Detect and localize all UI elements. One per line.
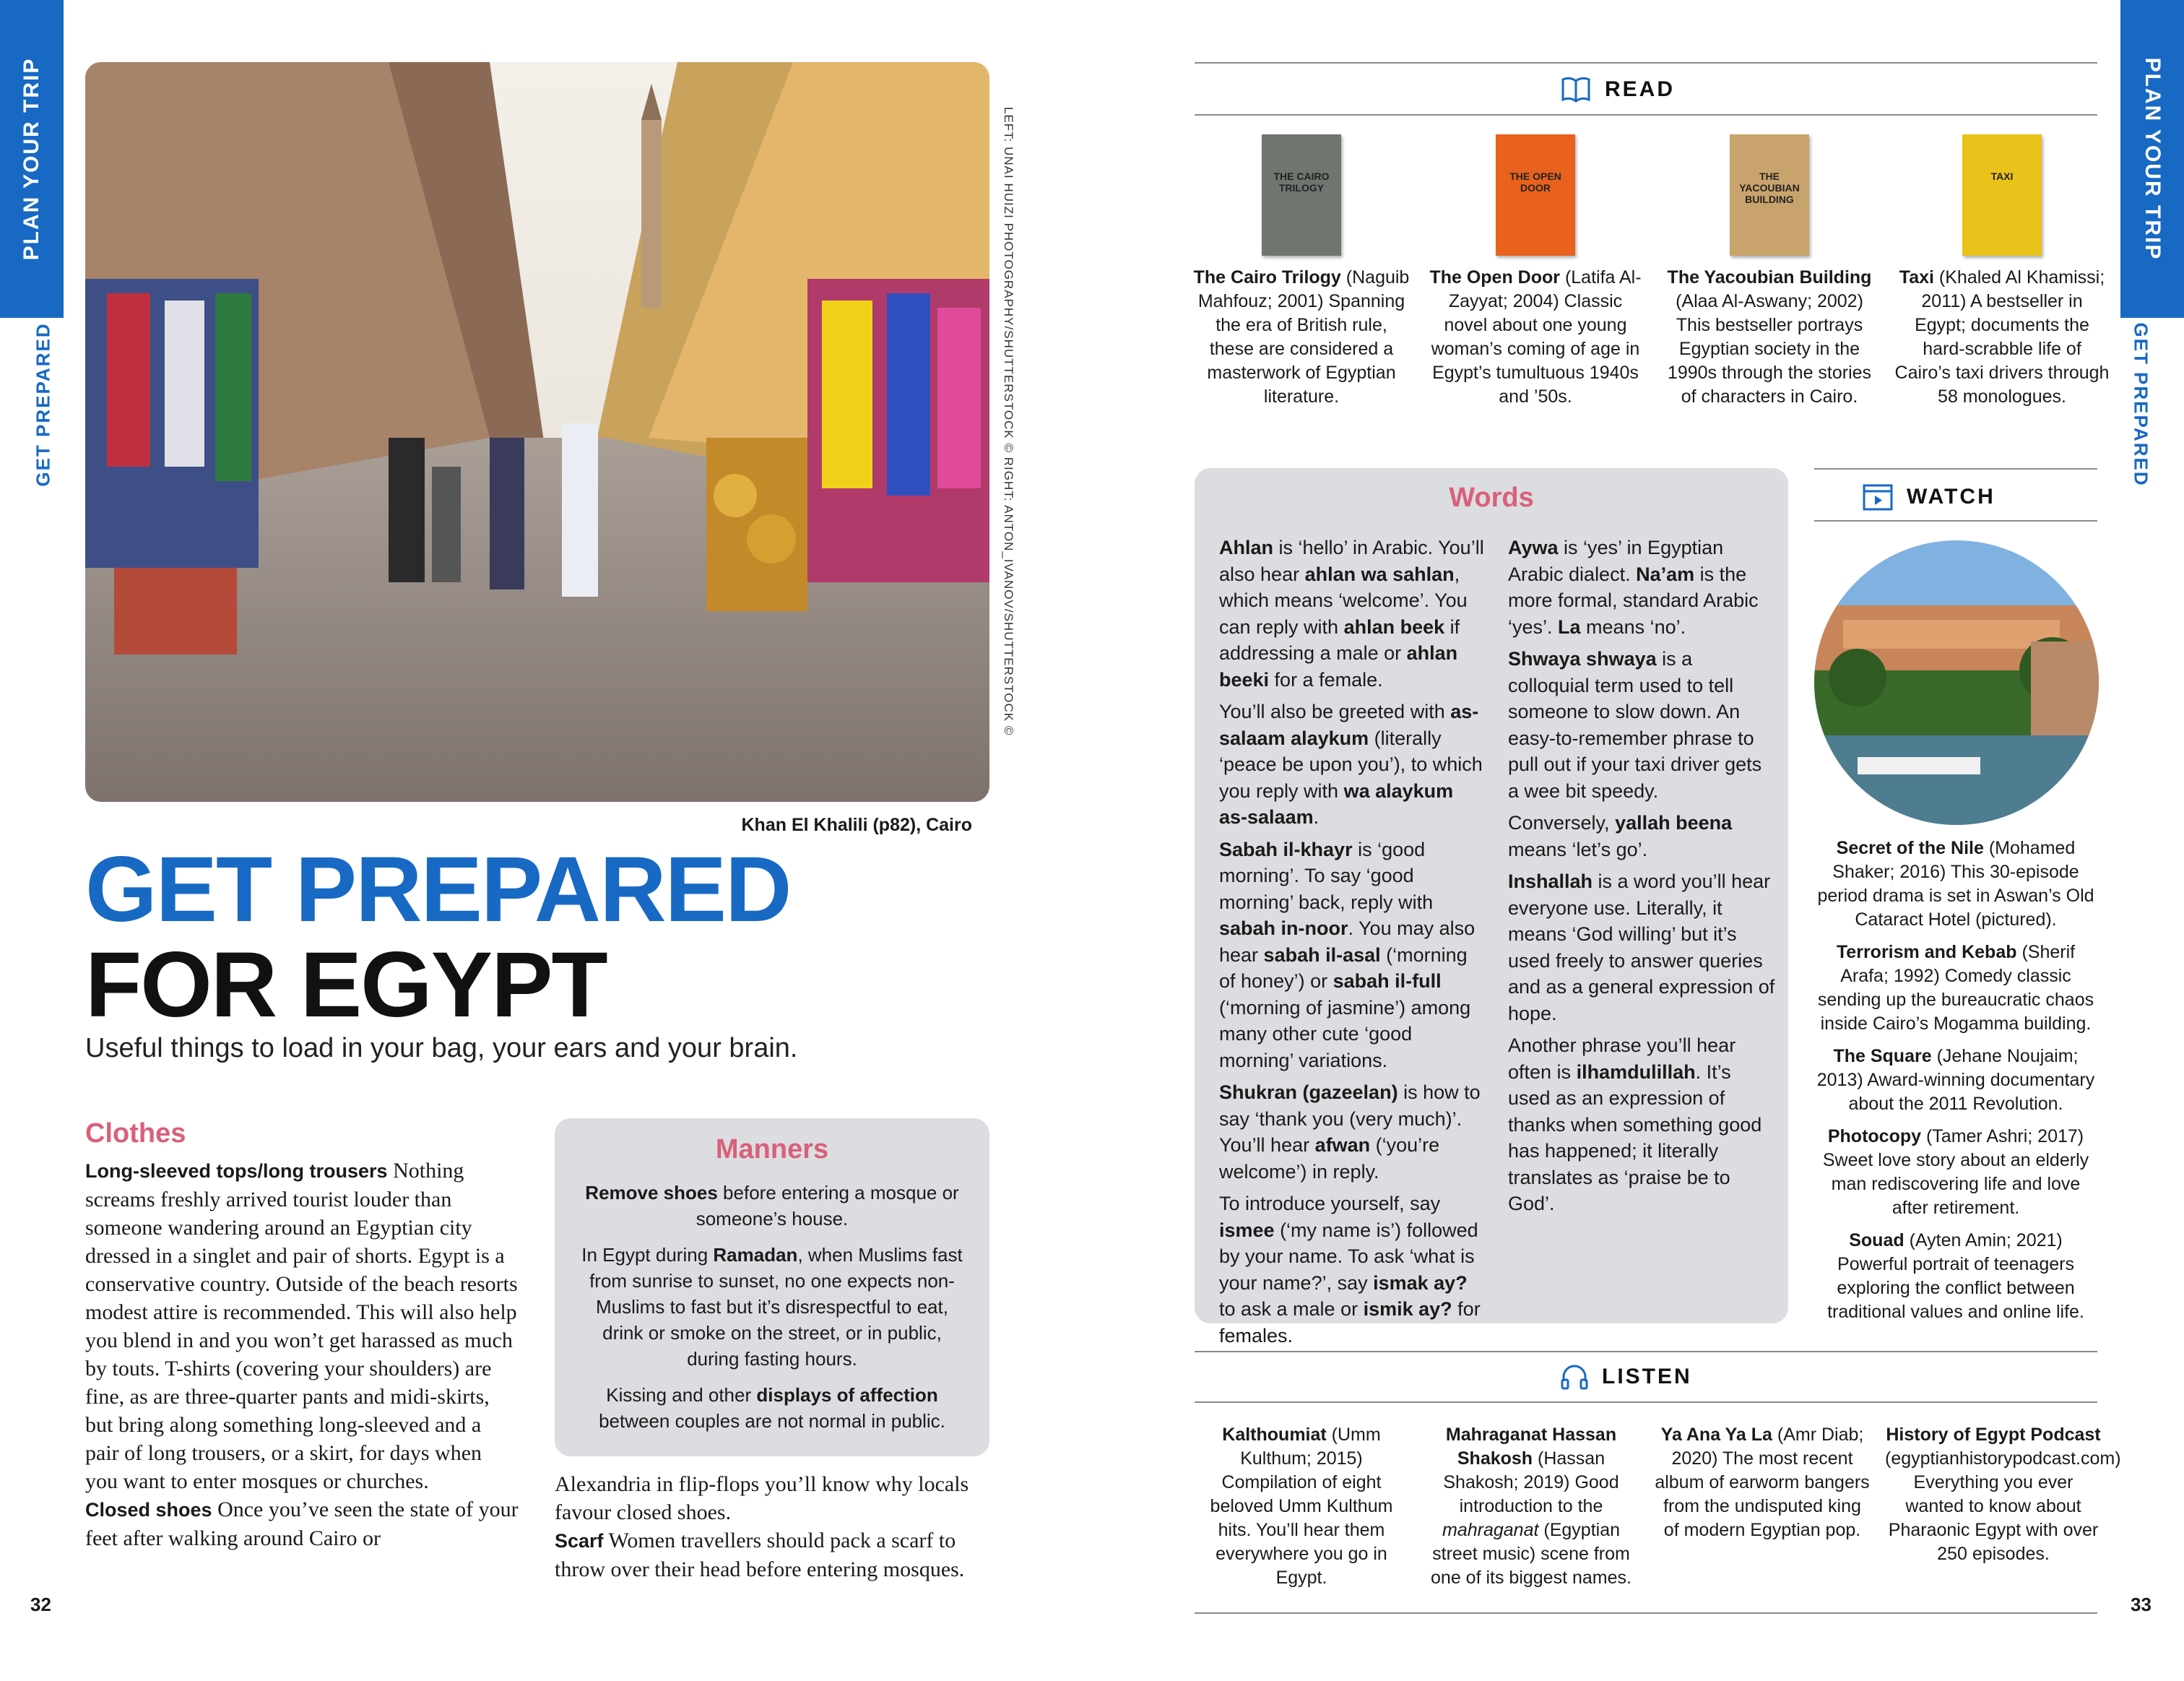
- manners-paragraph: In Egypt during Ramadan, when Muslims fast from sunrise to sunset, no one expects non-Muslims to fast but it’s disrespectful to eat, drink or smoke on the street, or in public, during fasting hours.: [581, 1244, 963, 1370]
- page-title-line2: FOR EGYPT: [85, 933, 607, 1037]
- words-column-right: [1508, 535, 1775, 1223]
- book-cover: TAXI: [1962, 134, 2042, 256]
- manners-paragraph: Kissing and other displays of affection between couples are not normal in public.: [599, 1384, 945, 1432]
- clothes-heading: Clothes: [85, 1118, 186, 1149]
- page-subtitle: Useful things to load in your bag, your ears and your brain.: [85, 1033, 798, 1063]
- words-column-left: [1219, 535, 1486, 1354]
- book-cover: THE CAIRO TRILOGY: [1262, 134, 1341, 256]
- book-entry: The Yacoubian Building (Alaa Al-Aswany; 2002) This bestseller portrays Egyptian society in the 1990s through the stories of characters in Cairo.: [1667, 267, 1872, 407]
- clothes-item: Long-sleeved tops/long trousers Nothing screams freshly arrived tourist louder than someone wandering around an Egyptian city dressed in a singlet and pair of shorts. Egypt is a conservative country. Outside of the beach resorts modest attire is recommended. This will also help you blend in and you won’t get harassed as much by touts. T-shirts (covering your shoulders) are fine, as are three-quarter pants and midi-skirts, but bring along something long-sleeved and a pair of long trousers, or a skirt, for days when you want to enter mosques or churches.: [85, 1159, 518, 1493]
- phrase-paragraph: Shukran (gazeelan) is how to say ‘thank you (very much)’. You’ll hear afwan (‘you’re welcome’) in reply.: [1219, 1081, 1481, 1183]
- phrase-paragraph: Inshallah is a word you’ll hear everyone use. Literally, it means ‘God willing’ but it’s used freely to answer queries and as a general expression of hope.: [1508, 870, 1775, 1024]
- section-label-right: GET PREPARED: [2130, 322, 2152, 487]
- watch-item: Souad (Ayten Amin; 2021) Powerful portrait of teenagers exploring the conflict between traditional values and online life.: [1827, 1230, 2084, 1322]
- read-heading: READ: [1560, 75, 1675, 104]
- watch-item: Secret of the Nile (Mohamed Shaker; 2016) This 30-episode period drama is set in Aswan’s Old Cataract Hotel (pictured).: [1817, 838, 2094, 930]
- phrase-paragraph: Sabah il-khayr is ‘good morning’. To say ‘good morning’ back, reply with sabah in-noor. You may also hear sabah il-asal (‘morning of honey’) or sabah il-full (‘morning of jasmine’) among many other cute ‘good morning’ variations.: [1219, 838, 1476, 1071]
- divider: [1195, 1612, 2097, 1614]
- watch-item: Photocopy (Tamer Ashri; 2017) Sweet love story about an elderly man rediscovering life and love after retirement.: [1822, 1126, 2089, 1218]
- divider: [1195, 114, 2097, 116]
- page-number-left: 32: [30, 1594, 51, 1615]
- listen-item: Kalthoumiat (Umm Kulthum; 2015) Compilation of eight beloved Umm Kulthum hits. You’ll hear them everywhere you go in Egypt.: [1210, 1425, 1393, 1588]
- manners-box: [555, 1118, 989, 1456]
- clothes-item: Scarf Women travellers should pack a scarf to throw over their head before entering mosques.: [555, 1529, 965, 1581]
- watch-heading: WATCH: [1862, 483, 1996, 511]
- divider: [1814, 468, 2097, 470]
- page-title-line1: GET PREPARED: [85, 838, 791, 941]
- listen-item: Ya Ana Ya La (Amr Diab; 2020) The most recent album of earworm bangers from the undisputed king of modern Egyptian pop.: [1655, 1425, 1870, 1540]
- bazaar-photo: [85, 62, 989, 802]
- book-cover: THE YACOUBIAN BUILDING: [1730, 134, 1809, 256]
- clapperboard-icon: [1862, 483, 1894, 511]
- book-entry: Taxi (Khaled Al Khamissi; 2011) A bestseller in Egypt; documents the hard-scrabble life of Cairo’s taxi drivers through 58 monologues.: [1894, 267, 2110, 407]
- phrase-paragraph: Aywa is ‘yes’ in Egyptian Arabic dialect. Na’am is the more formal, standard Arabic ‘yes’. La means ‘no’.: [1508, 537, 1759, 638]
- clothes-item-continued: Alexandria in flip-flops you’ll know why locals favour closed shoes.: [555, 1472, 969, 1524]
- clothes-item: Closed shoes Once you’ve seen the state of your feet after walking around Cairo or: [85, 1498, 519, 1550]
- photo-credit: LEFT: UNAI HUIZI PHOTOGRAPHY/SHUTTERSTOCK © RIGHT: ANTON_IVANOV/SHUTTERSTOCK ©: [1002, 107, 1015, 736]
- divider: [1814, 520, 2097, 522]
- book-entry: The Open Door (Latifa Al-Zayyat; 2004) Classic novel about one young woman’s coming of age in Egypt’s tumultuous 1940s and ’50s.: [1429, 267, 1642, 407]
- book-cover: THE OPEN DOOR: [1496, 134, 1575, 256]
- open-book-icon: [1560, 75, 1592, 104]
- book-entry: The Cairo Trilogy (Naguib Mahfouz; 2001) Spanning the era of British rule, these are considered a masterwork of Egyptian literature.: [1193, 267, 1410, 407]
- watch-item: Terrorism and Kebab (Sherif Arafa; 1992) Comedy classic sending up the bureaucratic chaos inside Cairo’s Mogamma building.: [1817, 942, 2094, 1034]
- photo-caption: Khan El Khalili (p82), Cairo: [741, 815, 972, 835]
- listen-heading: LISTEN: [1560, 1362, 1692, 1391]
- divider: [1195, 1401, 2097, 1403]
- phrase-paragraph: Another phrase you’ll hear often is ilhamdulillah. It’s used as an expression of thanks when something good has happened; it literally translates as ‘praise be to God’.: [1508, 1034, 1762, 1214]
- section-label-left: GET PREPARED: [32, 322, 54, 487]
- words-box: [1195, 468, 1788, 1347]
- side-tab-left: [0, 0, 64, 318]
- watch-item: The Square (Jehane Noujaim; 2013) Award-winning documentary about the 2011 Revolution.: [1816, 1046, 2095, 1114]
- page-number-right: 33: [2131, 1594, 2152, 1615]
- phrase-paragraph: Ahlan is ‘hello’ in Arabic. You’ll also hear ahlan wa sahlan, which means ‘welcome’. You can reply with ahlan beek if addressing a male or ahlan beeki for a female.: [1219, 537, 1484, 691]
- clothes-continued: [555, 1470, 989, 1583]
- watch-list: [1814, 837, 2097, 1333]
- divider: [1195, 1351, 2097, 1352]
- phrase-paragraph: You’ll also be greeted with as-salaam alaykum (literally ‘peace be upon you’), to which you reply with wa alaykum as-salaam.: [1219, 701, 1483, 828]
- side-tab-label: PLAN YOUR TRIP: [2141, 57, 2164, 261]
- manners-paragraph: Remove shoes before entering a mosque or someone’s house.: [585, 1182, 959, 1230]
- divider: [1195, 62, 2097, 64]
- aswan-photo: [1814, 540, 2099, 825]
- phrase-paragraph: To introduce yourself, say ismee (‘my name is’) followed by your name. To ask ‘what is your name?’, say ismak ay? to ask a male or ismik ay? for females.: [1219, 1193, 1481, 1347]
- side-tab-label: PLAN YOUR TRIP: [20, 57, 43, 261]
- words-heading: Words: [1449, 483, 1534, 513]
- phrase-paragraph: Shwaya shwaya is a colloquial term used to tell someone to slow down. An easy-to-remember phrase to pull out if your taxi driver gets a wee bit speedy.: [1508, 648, 1762, 802]
- listen-item: History of Egypt Podcast (egyptianhistorypodcast.com) Everything you ever wanted to know about Pharaonic Egypt with over 250 episodes.: [1885, 1425, 2121, 1564]
- headphones-icon: [1560, 1362, 1589, 1391]
- clothes-column: [85, 1118, 519, 1552]
- manners-heading: Manners: [715, 1134, 829, 1164]
- phrase-paragraph: Conversely, yallah beena means ‘let’s go’.: [1508, 812, 1733, 860]
- listen-item: Mahraganat Hassan Shakosh (Hassan Shakosh; 2019) Good introduction to the mahraganat (Egyptian street music) scene from one of its biggest names.: [1431, 1425, 1632, 1588]
- side-tab-right: [2120, 0, 2184, 318]
